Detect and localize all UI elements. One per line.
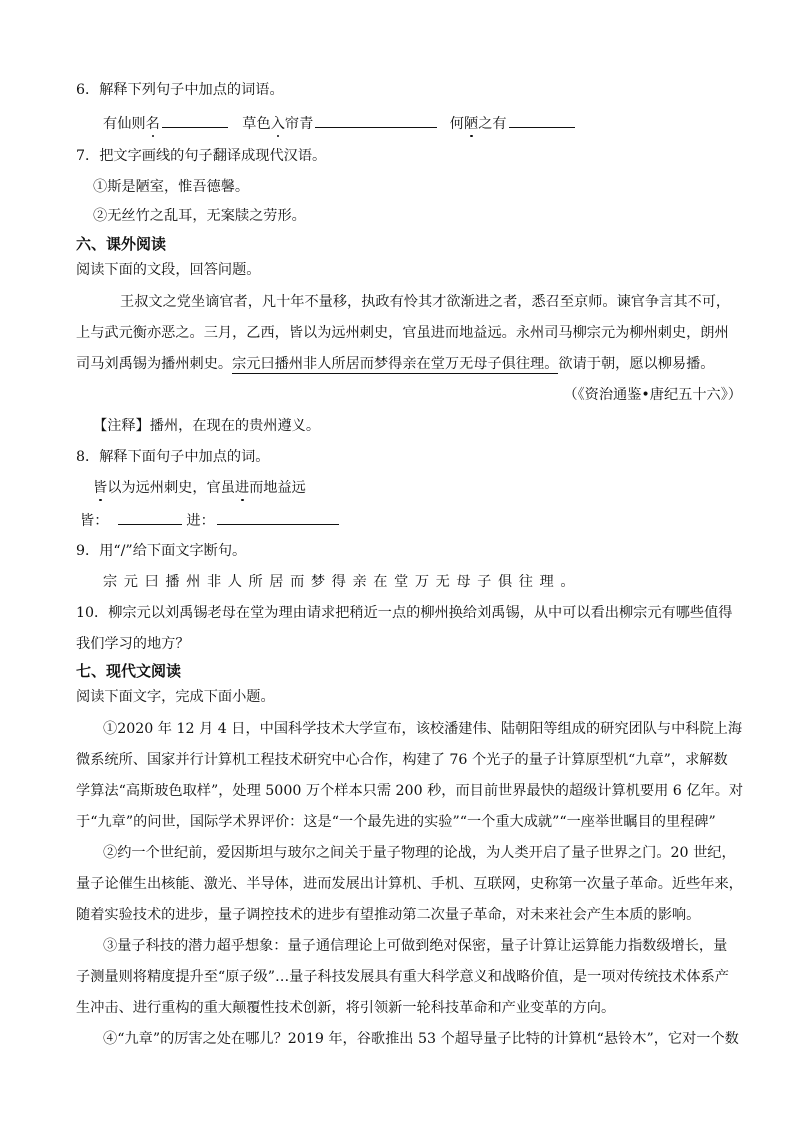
modern-p2-line-2: 量子论催生出核能、激光、半导体，进而发展出计算机、手机、互联网，史称第一次量子革命。近些年来， bbox=[76, 876, 743, 892]
q8-answers bbox=[80, 510, 343, 531]
q6-item2-dotted: 入 bbox=[270, 116, 285, 132]
modern-p1-line-3: 学算法“高斯玻色取样”，处理 5000 万个样本只需 200 秒，而目前世界最快的超级计算机要用 6 亿年。对 bbox=[76, 783, 744, 799]
modern-p2-line-1: ②约一个世纪前，爱因斯坦与玻尔之间关于量子物理的论战，为人类开启了量子世界之门。20 世纪， bbox=[103, 845, 736, 861]
classical-passage-line-3 bbox=[76, 354, 714, 374]
passage-line-3-pre: 司马刘禹锡为播州刺史。 bbox=[76, 356, 233, 372]
q7-sentence-2: ②无丝竹之乱耳，无案牍之劳形。 bbox=[93, 208, 306, 224]
passage-note: 【注释】播州，在现在的贵州遵义。 bbox=[93, 418, 321, 434]
q8-answer-blank-1[interactable] bbox=[118, 510, 182, 525]
q8-label-1: 皆： bbox=[80, 513, 109, 529]
q8-sentence-mid: 以为远州刺史，官虽 bbox=[107, 480, 235, 496]
section6-title: 六、课外阅读 bbox=[76, 235, 167, 253]
modern-p4-line-1: ④“九章”的厉害之处在哪儿？2019 年，谷歌推出 53 个超导量子比特的计算机“悬铃木”，它对一个数 bbox=[103, 1031, 739, 1047]
q7-sentence-1: ①斯是陋室，惟吾德馨。 bbox=[93, 179, 250, 195]
q6-prompt: 6．解释下列句子中加点的词语。 bbox=[76, 82, 284, 98]
q10-line-1: 10．柳宗元以刘禹锡老母在堂为理由请求把稍近一点的柳州换给刘禹锡，从中可以看出柳宗元有哪些值得 bbox=[76, 605, 733, 621]
q6-answer-blank-1[interactable] bbox=[162, 113, 228, 128]
q6-item3-dotted: 陋 bbox=[464, 116, 479, 132]
modern-p3-line-2: 子测量则将精度提升至“原子级”…量子科技发展具有重大科学意义和战略价值，是一项对传统技术体系产 bbox=[76, 969, 729, 985]
q8-sentence bbox=[93, 478, 306, 498]
classical-passage-line-1: 王叔文之党坐谪官者，凡十年不量移，执政有怜其才欲渐进之者，悉召至京师。谏官争言其不可， bbox=[120, 294, 731, 310]
q10-line-2: 我们学习的地方？ bbox=[76, 636, 190, 652]
modern-p1-line-1: ①2020 年 12 月 4 日，中国科学技术大学宣布，该校潘建伟、陆朝阳等组成的研究团队与中科院上海 bbox=[103, 721, 743, 737]
section7-intro: 阅读下面文字，完成下面小题。 bbox=[76, 689, 275, 705]
q8-dotted-word-1: 皆 bbox=[93, 480, 108, 496]
q8-sentence-post: 而地益远 bbox=[249, 480, 306, 496]
q6-item1-dotted: 名 bbox=[145, 116, 160, 132]
q6-item1-pre: 有仙则 bbox=[103, 116, 146, 132]
modern-p3-line-1: ③量子科技的潜力超乎想象：量子通信理论上可做到绝对保密，量子计算让运算能力指数级增长，量 bbox=[103, 938, 728, 954]
q6-answer-blank-3[interactable] bbox=[509, 113, 575, 128]
q8-answer-blank-2[interactable] bbox=[217, 510, 339, 525]
q6-answer-blank-2[interactable] bbox=[315, 113, 437, 128]
q6-item2-pre: 草色 bbox=[242, 116, 271, 132]
q7-prompt: 7．把文字画线的句子翻译成现代汉语。 bbox=[76, 148, 327, 164]
classical-passage-line-2: 上与武元衡亦恶之。三月，乙西，皆以为远州刺史，官虽进而地益远。永州司马柳宗元为柳州刺史，朗州 bbox=[76, 325, 729, 341]
q6-items bbox=[103, 113, 579, 134]
passage-source: （《资治通鉴•唐纪五十六》） bbox=[563, 387, 742, 403]
passage-line-3-post: 欲请于朝，愿以柳易播。 bbox=[558, 356, 715, 372]
q8-label-2: 进： bbox=[186, 513, 215, 529]
underlined-sentence: 宗元曰播州非人所居而梦得亲在堂万无母子俱往理。 bbox=[232, 356, 559, 372]
modern-p3-line-3: 生冲击、进行重构的重大颠覆性技术创新，将引领新一轮科技革命和产业变革的方向。 bbox=[76, 1000, 616, 1016]
modern-p2-line-3: 随着实验技术的进步，量子调控技术的进步有望推动第二次量子革命，对未来社会产生本质的影响。 bbox=[76, 907, 701, 923]
section7-title: 七、现代文阅读 bbox=[76, 662, 182, 680]
q6-item2-post: 帘青 bbox=[284, 116, 314, 132]
modern-p1-line-2: 微系统所、国家并行计算机工程技术研究中心合作，构建了 76 个光子的量子计算原型机“九章”，求解数 bbox=[76, 752, 728, 768]
q8-prompt: 8．解释下面句子中加点的词。 bbox=[76, 449, 270, 465]
q6-item3-post: 之有 bbox=[478, 116, 507, 132]
q9-text: 宗元曰播州非人所居而梦得亲在堂万无母子俱往理。 bbox=[103, 574, 582, 590]
q6-item3-pre: 何 bbox=[449, 116, 464, 132]
q8-dotted-word-2: 进 bbox=[234, 480, 250, 496]
section6-intro: 阅读下面的文段，回答问题。 bbox=[76, 262, 261, 278]
modern-p1-line-4: 于“九章”的问世，国际学术界评价：这是“一个最先进的实验”“一个重大成就”“一座举世瞩目的里程碑” bbox=[76, 814, 716, 830]
q9-prompt: 9．用“/”给下面文字断句。 bbox=[76, 543, 247, 559]
